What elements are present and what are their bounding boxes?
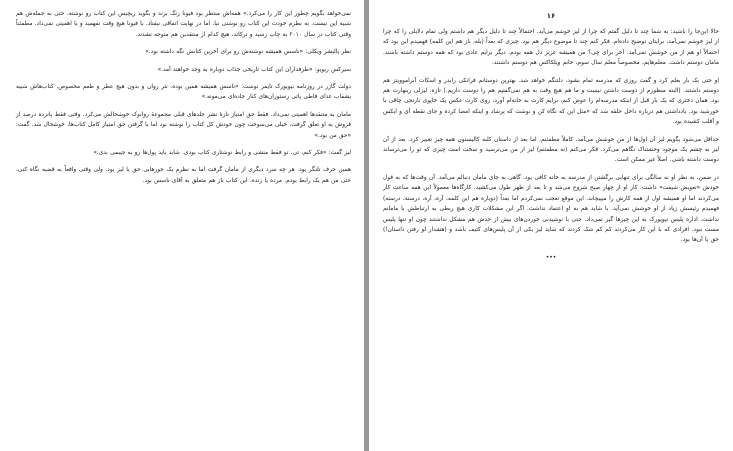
left-page <box>0 0 364 451</box>
left-paragraph-7: همین حرف تلنگر بود. هر چه سرد دیگری از مامان گرفت اما به نظرم یک جورهایی حق با لیز بود. ولی وقتی واقعاً به قضیه نگاه کنی، حتی من هم یک رابط بودم. مرده یا زنده، این کتاب باز هم متعلق به آقای ناسس بود. <box>16 167 351 184</box>
left-paragraph-6: لیز گفت: «فکر کنم، تی، تو فقط منشی و رابط نوشتاری کتاب بودی. شاید باید پول‌ها رو به جیبمی بدی.» <box>93 150 351 157</box>
left-paragraph-5: مامان به منتقدها اهمیتی نمی‌داد. فقط حق امتیاز تازهٔ نشر جلدهای قبلی مجموعهٔ روانوک خوشحالش می‌کرد. وقتی فقط پانزده درصد از فروش به او تعلق گرفت، خیلی می‌سوخت چون خودش کل کتاب را نوشته بود اما با گرفتن حق امتیاز کامل کتاب‌ها، خوشحال شد. گفت: «حق من بود.» <box>16 111 351 139</box>
right-paragraph-4: در ضمن، به نظر او نه سالگی برای تنهایی برگشتن از مدرسه به خانه کافی بود. گاهی به جای مامان دنبالم می‌آمد. آن وقت‌ها که به قول خودش «تعویض شیفت» داشت. کار او از چهار صبح شروع می‌شد و تا بعد از ظهر طول می‌کشید. کارگاه‌ها معمولاً این همه ساعت کار می‌کردند اما او همیشه اول از همه کارش را میپیچاند. این موقع تعجب نمی‌کردم اما بعداً (دوباره هم این کلمه، آره، آره، درسته، درسته) فهمیدم رئیسش زیاد از او خوشش نمی‌آید. با شاید هم به او اعتماد نداشت. اگر این مشکلات کاری هیچ ربطی به ارتباطش با مامانم نداشت. اداره پلیس نیویورک به این چیزها گیر نمی‌داد. حتی با نوشیدنی خوردن‌های بیش از حدش هم مشکل نداشتند چون او تنها پلیس مست نبود. افرادی که با این کار می‌کردند کم کم شک کردند که شاید لیز یکی از آن پلیس‌های کثیف باشد و (هشدار لو رفتن داستان!) حق با آن‌ها بود. <box>383 174 719 244</box>
left-paragraph-1: نمی‌خواهد بگویم چطور این کار را می‌کرد.» همه‌اش منتظر بود فیونا زنگ بزند و بگوید ریچیس این کتاب رو نوشته. حتی به جمله‌ش هم شبیه این نیست. به نظرم خودت این کتاب رو نوشتی نیا. اما در نهایت اتفاقی نیفتاد. با فیونا هیچ وقت نفهمید و یا اهمیتی نمی‌داد. مطمئناً وقتی کتاب در سال ۲۰۱۰ به چاپ رسید و ترکاند، هیچ کدام از منتقدین هم متوجه نشدند. <box>16 11 351 38</box>
left-paragraph-2: نظر پالیشر ویکلی: «ناسس همیشه نوشته‌ش رو برای آخرین کتابش نگه داشته بود.» <box>145 49 351 56</box>
section-end-mark: ••• <box>545 253 557 261</box>
right-paragraph-2: او حتی یک بار بغلم کرد و گفت روزی که مدرسه تمام بشود، دلتنگم خواهد شد. بهترین دوستانم فرانکی رایدر و اسکات آبراموویتز هم دوستم داشتند. (البته منظورم از دوست داشتن نیست و ما هم هیچ وقت به هم نمی‌گفتیم هم را دوست داریم.) تازه، لیزلی رینهارت هم بود. همان دختری که یک بار قبل از اینکه مدرسه‌ام را عوض کنم، برایم کارت به خانه‌ام آورد. روی کارت عکس یک خاپوی نارنجی چاقی با خورشید بود. یادداشتی هم درباره داخل حلقه شد که «مثل این که نگاه کن و نوشت که پرشاد و اینکه امضا کرده و جای نقطه‌ آی و ایکس و آقلب کشیده بود. <box>383 77 719 126</box>
left-paragraph-3: سیرکس ریویو: «طرفداران این کتاب تاریخی جذاب دوباره به وجد خواهند آمد.» <box>157 66 351 73</box>
left-paragraph-4: دولت گازر در روزنامه نیویورک تایمز نوشت: «ناسس همیشه همین بوده. نثر روان و بدون هیچ عطر و طعم مخصوص. کتاب‌هاش شبیه بشقاب غذای قاطی پاتی رستوران‌های کنار جاده‌ای می‌مونه.» <box>16 84 351 101</box>
right-paragraph-3: حداقل می‌شود بگویم لیز آن اول‌ها از من خوشش می‌آمد. کاملاً مطمئنم. اما بعد از داستان کلبه کالیستون همه چیز تغییر کرد. بعد از آن لیز نه چشم یک موجود وحشتناک نگاهم می‌کرد. فکر می‌کنم (نه مطمئنم) لیز از من می‌ترسید و سخت است چیزی که تو را می‌ترساند دوست داشته باشی. اصلاً غیر ممکن است. <box>383 136 719 164</box>
right-page <box>369 0 733 451</box>
page-number: ۱۶ <box>546 12 556 20</box>
right-paragraph-1: حالا این‌جا را باشید: به شما چند تا دلیل گفتم که چرا از لیز خوشم می‌آید. احتمالاً چند تا دلیل دیگر هم داشتم ولی تمام دلایلی را که چرا از لیز خوشم نمی‌آمد، برایتان توضیح داده‌ام. فکر کنم چند تا موضوع دیگر هم بود. چیزی که بعداً (بله، باز هم این کلمه) فهمیدم این بود که احتمالاً او هم از من خوشش نمی‌آمد. آخر برای چی؟ من همیشه عزیز دل همه بودم. دیگر برایم عادی بود که همه دوستم داشته باشند. مامان دوستم داشت. معلم‌هایم، مخصوصاً معلم سال سوم، خانم ویلکاکس هم دوستم داشتند. <box>383 29 719 67</box>
